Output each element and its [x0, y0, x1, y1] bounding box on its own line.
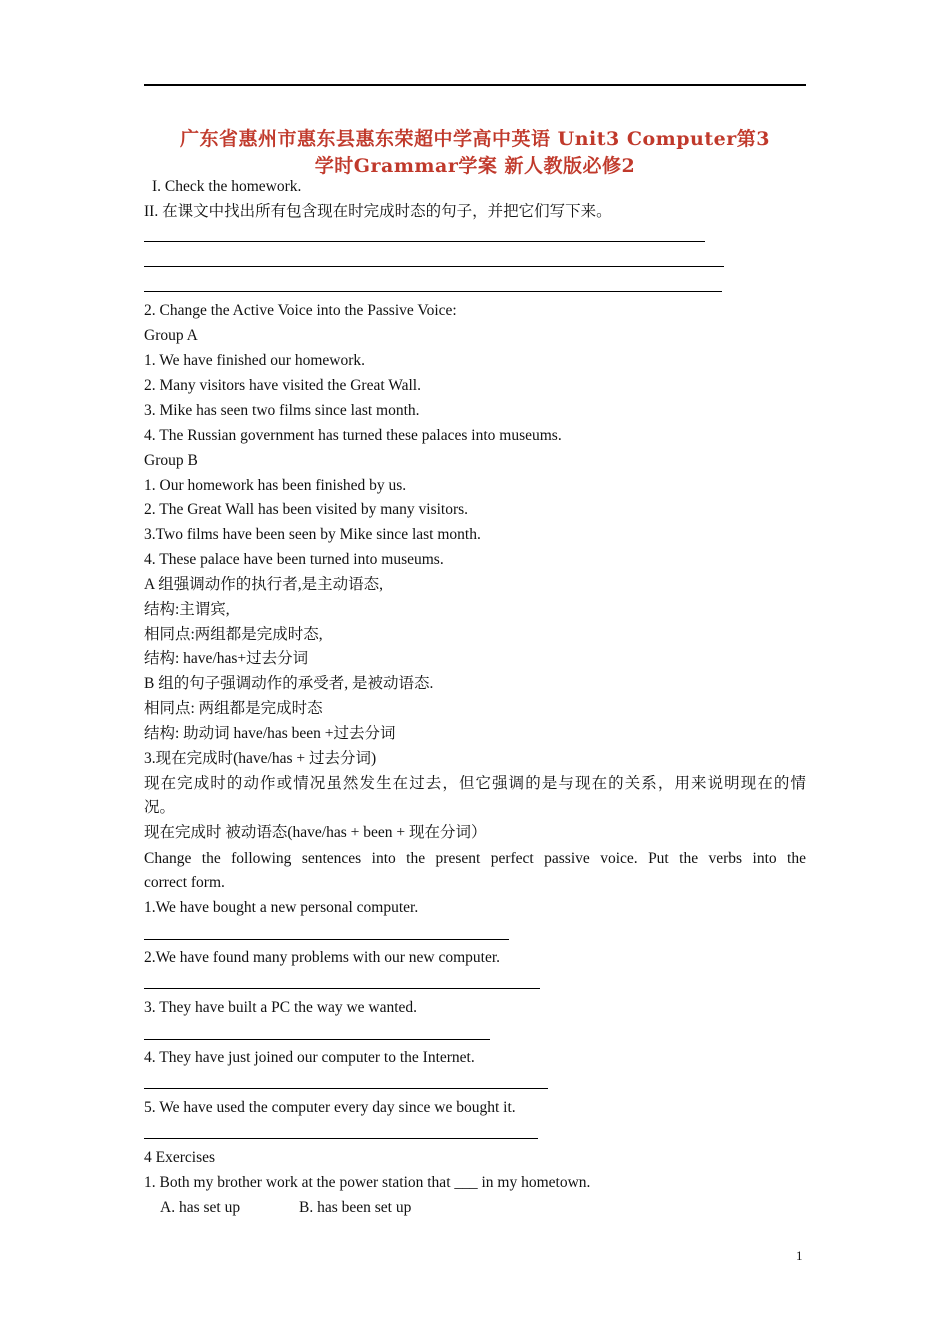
answer-blank-line[interactable]: [144, 1138, 538, 1139]
grammar-note: 结构:主谓宾,: [144, 601, 230, 618]
group-a-sentence: 3. Mike has seen two films since last month.: [144, 402, 420, 419]
question-1-option-a[interactable]: A. has set up: [160, 1199, 241, 1216]
passive-formula: 现在完成时 被动语态(have/has + been + 现在分词）: [144, 824, 487, 841]
answer-blank-line[interactable]: [144, 241, 705, 242]
part-4-heading: 4 Exercises: [144, 1149, 216, 1166]
exercise-sentence: 3. They have built a PC the way we wanted.: [144, 999, 418, 1016]
question-1: 1. Both my brother work at the power station that ___ in my hometown.: [144, 1174, 591, 1191]
instruction-line: Change the following sentences into the present perfect passive voice. Put the verbs into the: [144, 850, 806, 867]
section-heading-check-homework: I. Check the homework.: [152, 178, 302, 195]
answer-blank-line[interactable]: [144, 266, 724, 267]
group-a-sentence: 1. We have finished our homework.: [144, 352, 366, 369]
answer-blank-line[interactable]: [144, 291, 722, 292]
group-b-sentence: 1. Our homework has been finished by us.: [144, 477, 407, 494]
part-2-heading: 2. Change the Active Voice into the Passive Voice:: [144, 302, 457, 319]
exercise-sentence: 4. They have just joined our computer to the Internet.: [144, 1049, 475, 1066]
answer-blank-line[interactable]: [144, 1088, 548, 1089]
answer-blank-line[interactable]: [144, 988, 540, 989]
answer-blank-line[interactable]: [144, 1039, 490, 1040]
section-heading-find-sentences: II. 在课文中找出所有包含现在时完成时态的句子，并把它们写下来。: [144, 203, 612, 220]
answer-blank-line[interactable]: [144, 939, 509, 940]
grammar-note: 相同点:两组都是完成时态,: [144, 626, 323, 643]
group-b-sentence: 2. The Great Wall has been visited by many visitors.: [144, 501, 469, 518]
document-title-line-1: 广东省惠州市惠东县惠东荣超中学高中英语 Unit3 Computer第3: [180, 128, 770, 150]
exercise-sentence: 1.We have bought a new personal computer.: [144, 899, 419, 916]
grammar-note: 3.现在完成时(have/has + 过去分词): [144, 750, 377, 767]
grammar-note: B 组的句子强调动作的承受者, 是被动语态.: [144, 675, 434, 692]
group-a-sentence: 4. The Russian government has turned these palaces into museums.: [144, 427, 562, 444]
group-a-label: Group A: [144, 327, 198, 344]
grammar-note: 结构: have/has+过去分词: [144, 650, 309, 667]
grammar-note: A 组强调动作的执行者,是主动语态,: [144, 576, 383, 593]
grammar-note: 相同点: 两组都是完成时态: [144, 700, 323, 717]
document-title-line-2: 学时Grammar学案 新人教版必修2: [314, 155, 636, 177]
page-number: 1: [796, 1248, 803, 1263]
header-rule: [144, 84, 806, 86]
group-b-sentence: 3.Two films have been seen by Mike since last month.: [144, 526, 481, 543]
grammar-note: 结构: 助动词 have/has been +过去分词: [144, 725, 396, 742]
group-b-label: Group B: [144, 452, 198, 469]
group-a-sentence: 2. Many visitors have visited the Great Wall.: [144, 377, 421, 394]
group-b-sentence: 4. These palace have been turned into museums.: [144, 551, 444, 568]
question-1-option-b[interactable]: B. has been set up: [299, 1199, 412, 1216]
instruction-line: correct form.: [144, 874, 225, 891]
explanation-line: 况。: [144, 799, 176, 816]
explanation-line: 现在完成时的动作或情况虽然发生在过去，但它强调的是与现在的关系，用来说明现在的情: [144, 775, 806, 792]
exercise-sentence: 5. We have used the computer every day since we bought it.: [144, 1099, 516, 1116]
exercise-sentence: 2.We have found many problems with our new computer.: [144, 949, 501, 966]
